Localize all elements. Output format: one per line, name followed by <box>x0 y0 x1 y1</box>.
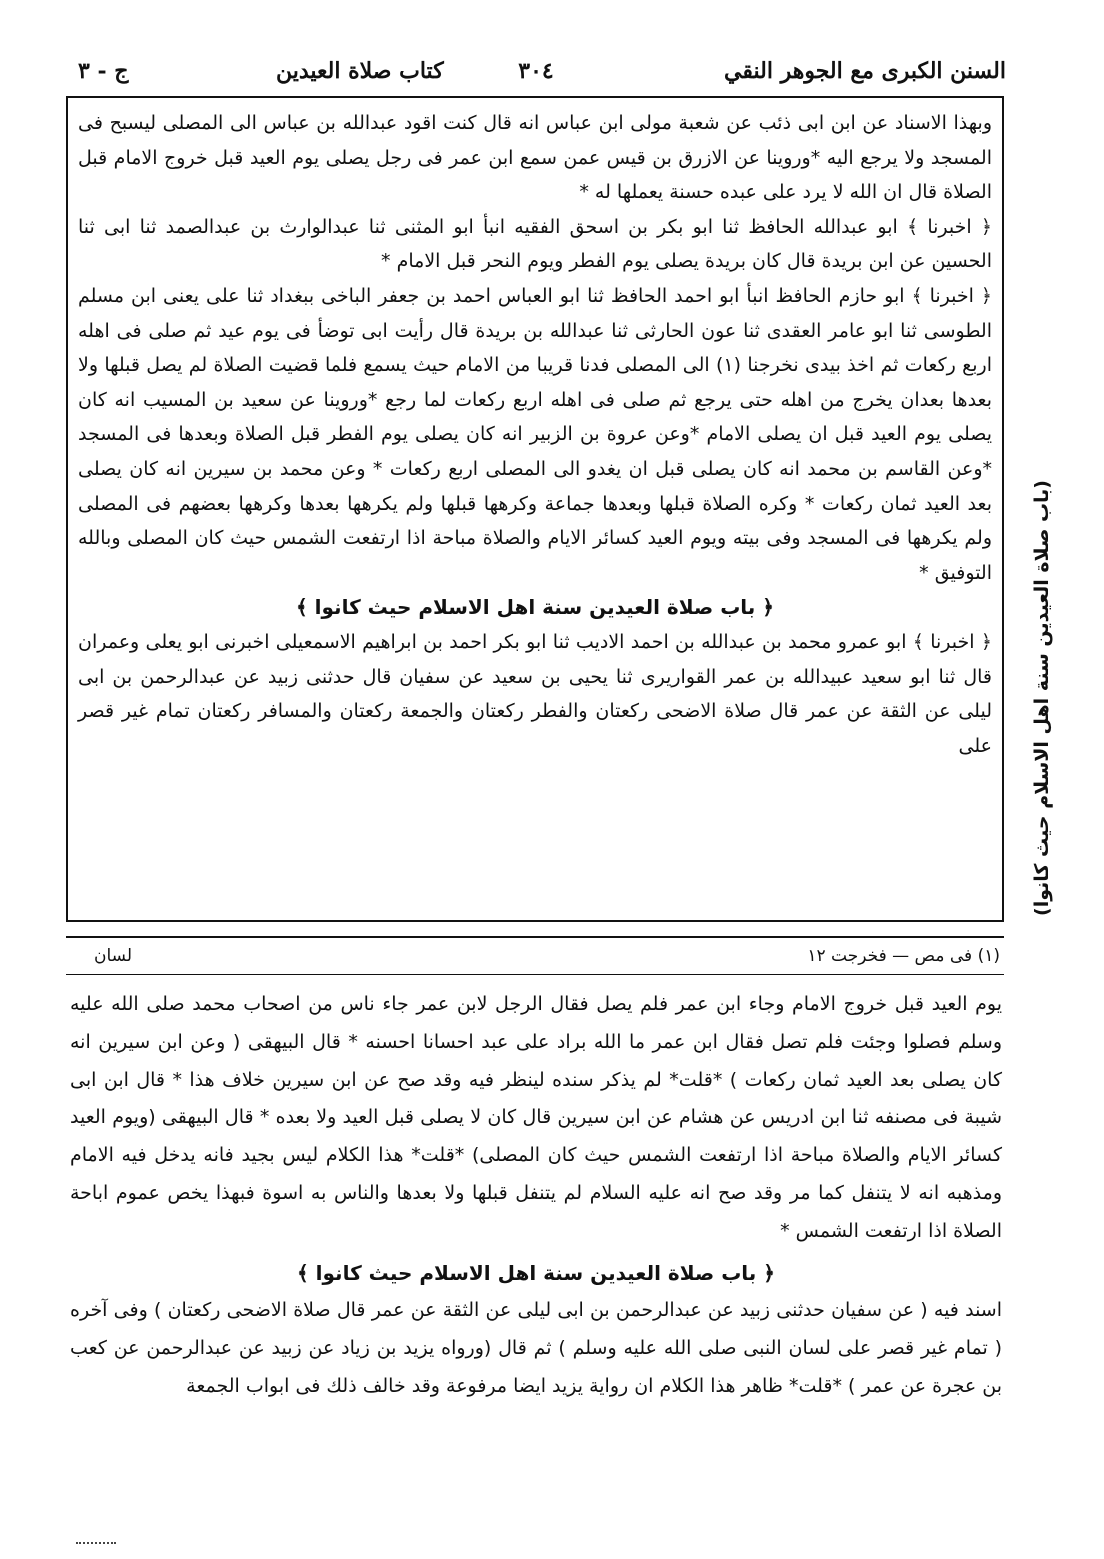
main-text-frame <box>66 96 1004 922</box>
main-paragraph: ﴿ اخبرنا ﴾ ابو عمرو محمد بن عبدالله بن احمد الاديب ثنا ابو بكر احمد بن ابراهيم الاسمعيلى اخبرنى ابو يعلى وعمران قال ثنا ابو سعيد عبيدالله بن عمر القواريرى ثنا يحيى بن سعيد عن سفيان قال حدثنى زبيد عن عبدالرحمن بن ابى ليلى عن الثقة عن عمر قال صلاة الاضحى ركعتان والفطر ركعتان والجمعة ركعتان والمسافر ركعتان تمام غير قصر على <box>78 630 992 757</box>
footnote-text: (١) فى مص — فخرجت ١٢ <box>807 946 1000 966</box>
divider <box>66 936 1004 938</box>
main-paragraph: ﴿ اخبرنا ﴾ ابو حازم الحافظ انبأ ابو احمد الحافظ ثنا ابو العباس احمد بن جعفر الباخى ببغداد ثنا على يعنى ابن مسلم الطوسى ثنا ابو عامر العقدى ثنا عون الحارثى ثنا عبدالله بن بريدة قال رأيت ابى توضأ فى يوم عيد ثم صلى فى اهله اربع ركعات ثم اخذ بيدى نخرجنا (١) الى المصلى فدنا قريبا من الامام حيث يسمع فلما قضيت الصلاة لم يصل قبلها ولا بعدها بعدان يخرج من اهله حتى يرجع ثم صلى فى اهله اربع ركعات لما رجع *وروينا عن سعيد بن المسيب انه كان يصلى يوم العيد قبل ان يصلى الامام *وعن عروة بن الزبير انه كان يصلى يوم الفطر قبل الصلاة وبعدها فى المسجد *وعن القاسم بن محمد انه كان يصلى قبل ان يغدو الى المصلى اربع ركعات * وعن محمد بن سيرين انه كان يصلى بعد العيد ثمان ركعات * وكره الصلاة قبلها وبعدها جماعة وكرهها قبلها ولم يكرهها بعدها وكرهها بعضهم فى المصلى ولم يكرهها فى المسجد وفى بيته ويوم العيد كسائر الايام والصلاة مباحة اذا ارتفعت الشمس حيث كان المصلى وبالله التوفيق * <box>78 284 992 584</box>
commentary-paragraph: اسند فيه ( عن سفيان حدثنى زبيد عن عبدالرحمن بن ابى ليلى عن الثقة عن عمر قال صلاة الاضحى ركعتان ) وفى آخره ( تمام غير قصر على لسان النبى صلى الله عليه وسلم ) ثم قال (ورواه يزيد بن زياد عن زبيد عن عبدالرحمن عن كعب بن عجرة عن عمر ) *قلت* ظاهر هذا الكلام ان رواية يزيد ايضا مرفوعة وقد خالف ذلك فى ابواب الجمعة <box>70 1299 1002 1397</box>
footnote <box>66 946 1004 972</box>
main-paragraph: وبهذا الاسناد عن ابن ابى ذئب عن شعبة مولى ابن عباس انه قال كنت اقود عبدالله بن عباس الى المصلى ليسبح فى المسجد ولا يرجع اليه *وروينا عن الازرق بن قيس عمن سمع ابن عمر فى رجل يصلى يوم العيد قبل خروج الامام قبل الصلاة قال ان الله لا يرد على عبده حسنة يعملها له * <box>78 112 992 204</box>
divider <box>66 974 1004 975</box>
margin-chapter-title: (باب صلاة العيدين سنة اهل الاسلام حيث كانوا) <box>1031 480 1053 916</box>
main-text <box>78 106 992 763</box>
volume-number: ج - ٣ <box>78 58 129 84</box>
section-title: كتاب صلاة العيدين <box>276 58 444 84</box>
commentary-text <box>70 986 1002 1406</box>
page-bottom-mark <box>76 1542 116 1554</box>
main-paragraph: ﴿ اخبرنا ﴾ ابو عبدالله الحافظ ثنا ابو بكر بن اسحق الفقيه انبأ ابو المثنى ثنا عبدالوارث بن عبدالصمد ثنا ابى ثنا الحسين عن ابن بريدة قال كان بريدة يصلى يوم الفطر ويوم النحر قبل الامام * <box>78 215 992 273</box>
commentary-paragraph: يوم العيد قبل خروج الامام وجاء ابن عمر فلم يصل فقال الرجل لابن عمر جاء ناس من اصحاب محمد صلى الله عليه وسلم فصلوا وجئت فلم تصل فقال ابن عمر ما الله براد على عبد احسانا احسنه * قال البيهقى ( وعن ابن سيرين انه كان يصلى بعد العيد ثمان ركعات ) *قلت* لم يذكر سنده لينظر فيه وقد صح عن ابن سيرين خلاف هذا * قال ابن ابى شيبة فى مصنفه ثنا ابن ادريس عن هشام عن ابن سيرين قال كان لا يصلى قبل العيد ولا بعده * قال البيهقى (ويوم العيد كسائر الايام والصلاة مباحة اذا ارتفعت الشمس حيث كان المصلى) *قلت* هذا الكلام ليس بجيد فانه يدخل فيه الامام ومذهبه انه لا يتنفل كما مر وقد صح انه عليه السلام لم يتنفل قبلها ولا بعدها والناس به اسوة فبهذا يخص عموم اباحة الصلاة اذا ارتفعت الشمس * <box>70 993 1002 1242</box>
chapter-heading: ﴿ باب صلاة العيدين سنة اهل الاسلام حيث كانوا ﴾ <box>295 595 774 620</box>
page-header <box>66 40 1006 100</box>
page-number: ٣٠٤ <box>518 58 554 84</box>
footnote-continuation: لسان <box>94 946 133 966</box>
book-title: السنن الكبرى مع الجوهر النقي <box>724 58 1006 84</box>
commentary-chapter-heading: ﴿ باب صلاة العيدين سنة اهل الاسلام حيث كانوا ﴾ <box>296 1260 775 1285</box>
